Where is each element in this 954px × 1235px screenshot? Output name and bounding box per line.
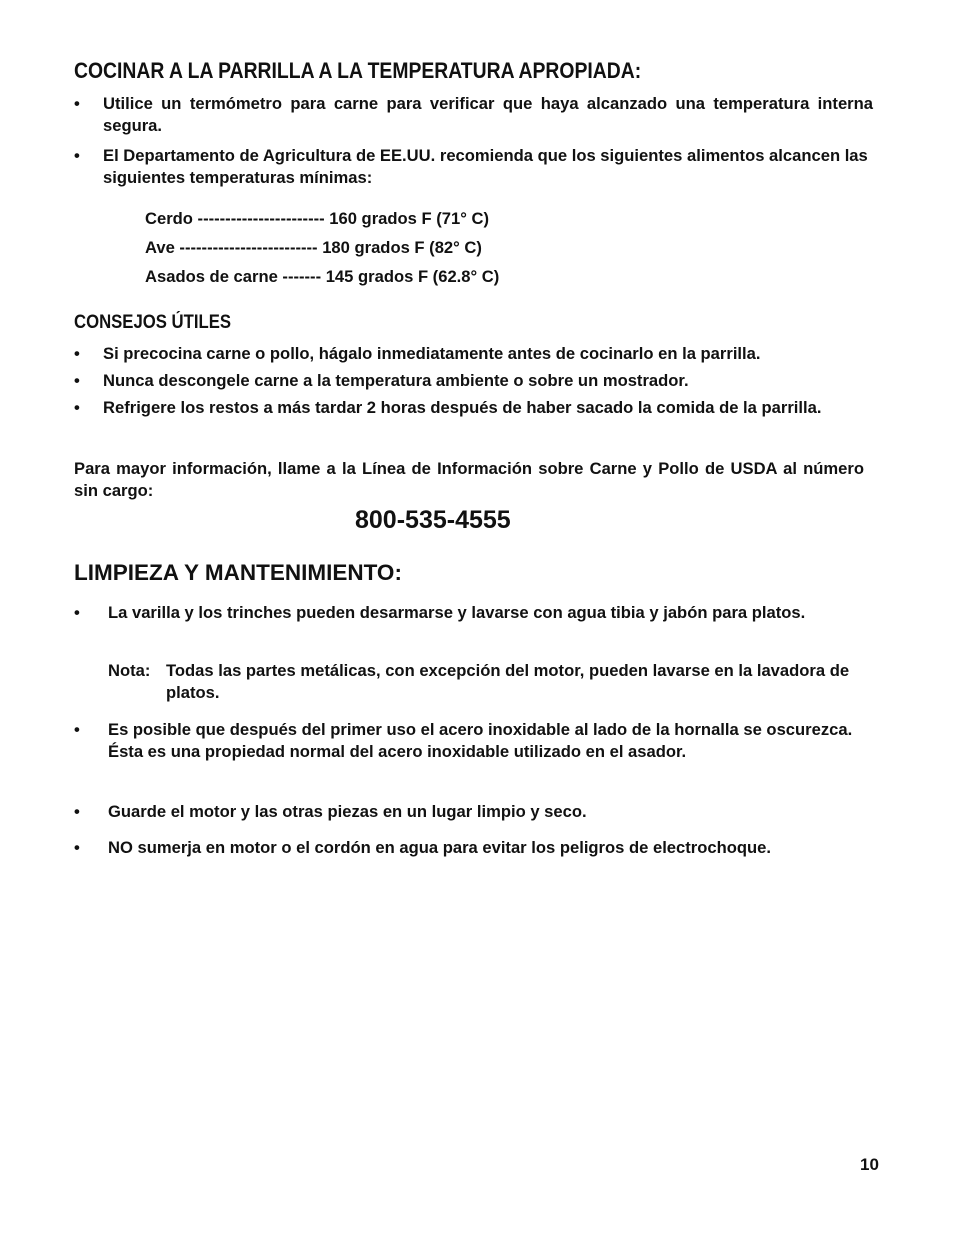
bullet-icon: • — [74, 838, 80, 857]
section-title-tips: CONSEJOS ÚTILES — [74, 312, 232, 333]
list-item-text: Refrigere los restos a más tardar 2 horas después de haber sacado la comida de la parrilla. — [103, 398, 822, 417]
list-item — [74, 145, 874, 189]
list-item — [74, 602, 874, 646]
bullet-icon: • — [74, 344, 80, 363]
temperature-row-poultry: Ave ------------------------- 180 grados F (82° C) — [145, 238, 482, 257]
list-item — [74, 801, 874, 823]
note-label: Nota: — [108, 661, 151, 680]
bullet-icon: • — [74, 94, 80, 113]
note-text: Todas las partes metálicas, con excepción del motor, pueden lavarse en la lavadora de platos. — [166, 661, 850, 702]
list-item-text: Nunca descongele carne a la temperatura ambiente o sobre un mostrador. — [103, 371, 689, 390]
list-item — [74, 343, 874, 365]
temperature-row-pork: Cerdo ----------------------- 160 grados F (71° C) — [145, 209, 489, 228]
bullet-icon: • — [74, 398, 80, 417]
list-item-text: El Departamento de Agricultura de EE.UU. recomienda que los siguientes alimentos alcancen las siguientes temperaturas mínimas: — [103, 146, 868, 187]
section-title-grilling: COCINAR A LA PARRILLA A LA TEMPERATURA APROPIADA: — [74, 58, 642, 83]
list-item-text: Utilice un termómetro para carne para verificar que haya alcanzado una temperatura interna segura. — [103, 94, 873, 135]
list-item-text: NO sumerja en motor o el cordón en agua para evitar los peligros de electrochoque. — [108, 838, 771, 857]
page-number: 10 — [860, 1155, 879, 1174]
list-item — [74, 93, 874, 137]
list-item — [74, 397, 874, 441]
list-item — [74, 837, 874, 859]
bullet-icon: • — [74, 720, 80, 739]
list-item — [74, 370, 874, 392]
bullet-icon: • — [74, 146, 80, 165]
list-item-text: La varilla y los trinches pueden desarmarse y lavarse con agua tibia y jabón para platos. — [108, 603, 806, 622]
bullet-icon: • — [74, 371, 80, 390]
list-item-text: Si precocina carne o pollo, hágalo inmediatamente antes de cocinarlo en la parrilla. — [103, 344, 761, 363]
phone-number: 800-535-4555 — [355, 506, 511, 534]
list-item — [74, 719, 874, 785]
temperature-row-roast: Asados de carne ------- 145 grados F (62.8° C) — [145, 267, 500, 286]
section-title-cleaning: LIMPIEZA Y MANTENIMIENTO: — [74, 560, 402, 585]
bullet-icon: • — [74, 802, 80, 821]
info-paragraph: Para mayor información, llame a la Línea de Información sobre Carne y Pollo de USDA al número sin cargo: — [74, 459, 864, 500]
list-item-text: Es posible que después del primer uso el acero inoxidable al lado de la hornalla se oscurezca. Ésta es una propiedad normal del acero inoxidable utilizado en el asador. — [108, 720, 853, 761]
bullet-icon: • — [74, 603, 80, 622]
list-item-text: Guarde el motor y las otras piezas en un lugar limpio y seco. — [108, 802, 587, 821]
